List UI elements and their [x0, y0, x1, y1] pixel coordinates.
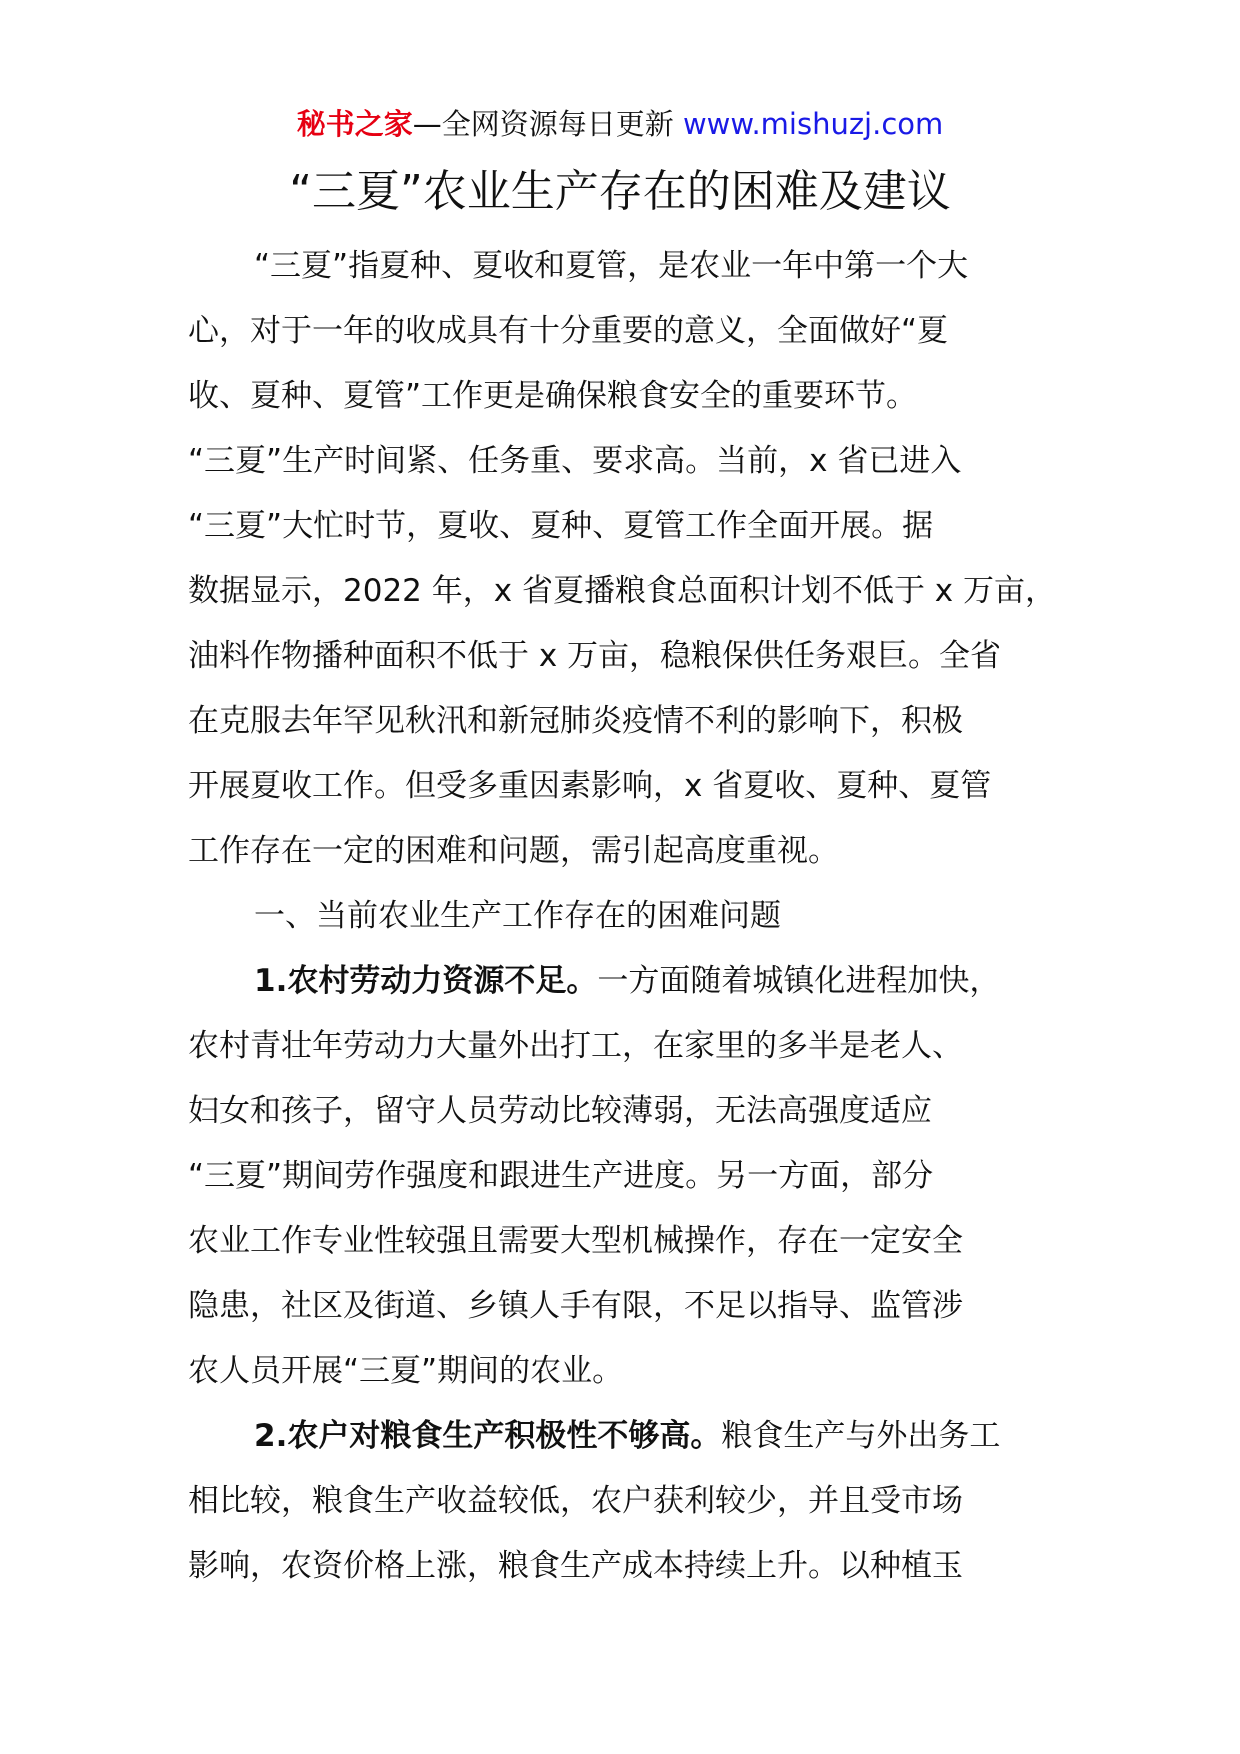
text-line: 心，对于一年的收成具有十分重要的意义，全面做好“夏: [188, 313, 949, 349]
text-line: 工作存在一定的困难和问题，需引起高度重视。: [188, 833, 839, 869]
text-line: 油料作物播种面积不低于 x 万亩，稳粮保供任务艰巨。全省: [188, 638, 1002, 674]
text-line: 收、夏种、夏管”工作更是确保粮食安全的重要环节。: [188, 378, 918, 414]
item-2-lead: 2.农户对粮食生产积极性不够高。: [254, 1418, 722, 1454]
document-title: “三夏”农业生产存在的困难及建议: [289, 166, 951, 217]
text-line: 农村青壮年劳动力大量外出打工，在家里的多半是老人、: [188, 1028, 963, 1064]
header-slogan: —全网资源每日更新: [412, 107, 683, 141]
text-line-item-2: [188, 1404, 1068, 1469]
text-line: 农业工作专业性较强且需要大型机械操作，存在一定安全: [188, 1223, 963, 1259]
text-line: 数据显示，2022 年，x 省夏播粮食总面积计划不低于 x 万亩，: [188, 573, 1056, 609]
section-heading: 一、当前农业生产工作存在的困难问题: [254, 898, 781, 934]
text-line: 影响，农资价格上涨，粮食生产成本持续上升。以种植玉: [188, 1548, 963, 1584]
document-body: [188, 234, 1068, 1599]
text-line: 妇女和孩子，留守人员劳动比较薄弱，无法高强度适应: [188, 1093, 932, 1129]
text-line: 隐患，社区及街道、乡镇人手有限，不足以指导、监管涉: [188, 1288, 963, 1324]
text-line-item-1: [188, 949, 1068, 1014]
text-line: 农人员开展“三夏”期间的农业。: [188, 1353, 624, 1389]
item-2-text: 粮食生产与外出务工: [721, 1418, 1001, 1454]
brand-name: 秘书之家: [296, 107, 413, 141]
text-line: “三夏”生产时间紧、任务重、要求高。当前，x 省已进入: [188, 443, 962, 479]
text-line: “三夏”大忙时节，夏收、夏种、夏管工作全面开展。据: [188, 508, 934, 544]
text-line: “三夏”期间劳作强度和跟进生产进度。另一方面，部分: [188, 1158, 934, 1194]
text-line: 开展夏收工作。但受多重因素影响，x 省夏收、夏种、夏管: [188, 768, 992, 804]
item-1-lead: 1.农村劳动力资源不足。: [254, 963, 598, 999]
site-url-link[interactable]: www.mishuzj.com: [682, 107, 944, 141]
text-line: 在克服去年罕见秋汛和新冠肺炎疫情不利的影响下，积极: [188, 703, 963, 739]
item-1-text: 一方面随着城镇化进程加快，: [597, 963, 1001, 999]
site-header: [0, 102, 1240, 146]
text-line: “三夏”指夏种、夏收和夏管，是农业一年中第一个大: [254, 248, 969, 284]
text-line: 相比较，粮食生产收益较低，农户获利较少，并且受市场: [188, 1483, 963, 1519]
